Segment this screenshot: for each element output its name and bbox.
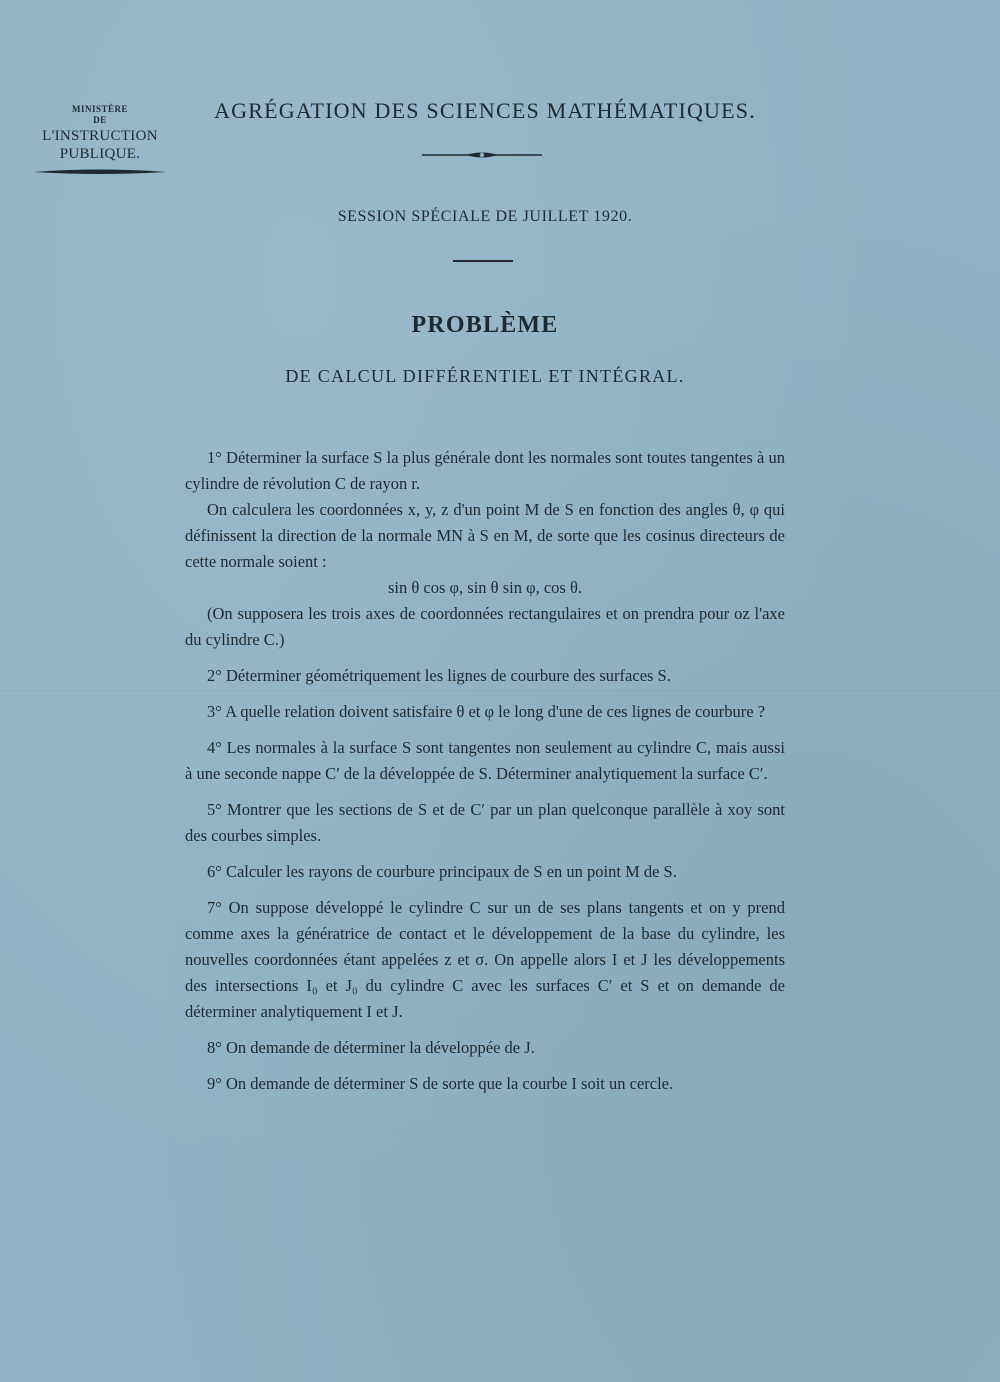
direction-cosines-formula: sin θ cos φ, sin θ sin φ, cos θ.	[387, 578, 582, 597]
question-7: 7° On suppose développé le cylindre C sur un de ses plans tangents et on y prend comme axes la génératrice de contact et le développement de la base du cylindre, les nouvelles coordonnées étant appelées z et σ. On appelle alors I et J les développements des intersections I₀ et J₀ du cylindre C avec les surfaces C′ et S et on demande de déterminer analytiquement I et J.	[185, 898, 785, 1021]
short-rule	[453, 260, 513, 262]
question-9: 9° On demande de déterminer S de sorte que la courbe I soit un cercle.	[207, 1074, 674, 1093]
question-3: 3° A quelle relation doivent satisfaire θ et φ le long d'une de ces lignes de courbure ?	[207, 702, 766, 721]
session-line: SESSION SPÉCIALE DE JUILLET 1920.	[337, 208, 633, 225]
question-1-detail: On calculera les coordonnées x, y, z d'un point M de S en fonction des angles θ, φ qui définissent la direction de la normale MN à S en M, de sorte que les cosinus directeurs de cette normale soient :	[185, 500, 785, 571]
question-4: 4° Les normales à la surface S sont tangentes non seulement au cylindre C, mais aussi à une seconde nappe C′ de la développée de S. Déterminer analytiquement la surface C′.	[185, 738, 785, 783]
question-1-note: (On supposera les trois axes de coordonnées rectangulaires et on prendra pour oz l'axe du cylindre C.)	[185, 604, 785, 649]
ministry-line-2: DE	[93, 115, 107, 126]
ministry-line-1: MINISTÈRE	[71, 104, 128, 114]
problem-title: PROBLÈME	[411, 312, 559, 338]
ministry-flourish-icon	[32, 168, 168, 176]
ministry-line-4: PUBLIQUE.	[59, 146, 141, 163]
question-1: 1° Déterminer la surface S la plus générale dont les normales sont toutes tangentes à un cylindre de révolution C de rayon r.	[185, 448, 785, 493]
problem-subtitle: DE CALCUL DIFFÉRENTIEL ET INTÉGRAL.	[285, 366, 685, 386]
question-2: 2° Déterminer géométriquement les lignes de courbure des surfaces S.	[207, 666, 671, 685]
question-8: 8° On demande de déterminer la développée de J.	[207, 1038, 535, 1057]
question-6: 6° Calculer les rayons de courbure principaux de S en un point M de S.	[207, 862, 677, 881]
problem-body	[185, 445, 785, 1097]
ministry-block	[30, 104, 170, 176]
ornament-divider-icon	[420, 148, 544, 162]
ministry-line-3: L'INSTRUCTION	[42, 127, 158, 144]
exam-title: AGRÉGATION DES SCIENCES MATHÉMATIQUES.	[214, 98, 756, 123]
question-5: 5° Montrer que les sections de S et de C′ par un plan quelconque parallèle à xoy sont des courbes simples.	[185, 800, 785, 845]
